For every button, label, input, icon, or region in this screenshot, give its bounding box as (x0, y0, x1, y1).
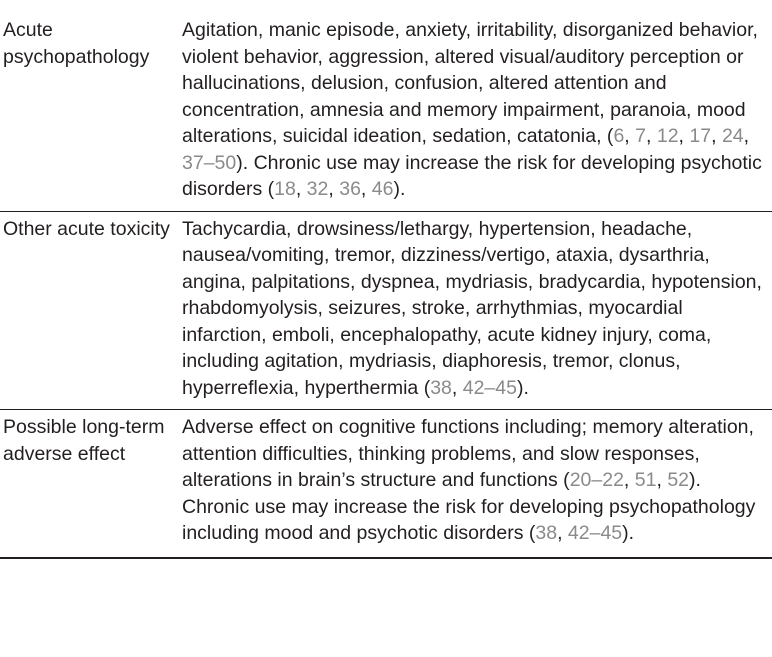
reference-citation[interactable]: 52 (667, 469, 690, 491)
reference-citation[interactable]: 38 (430, 376, 452, 399)
description-text: ). (622, 522, 635, 544)
description-text: Tachycardia, drowsiness/lethargy, hypertension, headache, nausea/vomiting, tremor, dizziness/vertigo, ataxia, dysarthria, angina, palpitations, dyspnea, mydriasis, bradycardia, hypotension, rhabdomyolysis, seizures, stroke, arrhythmias, myocardial infarction, emboli, encephalopathy, acute kidney injury, coma, including agitation, mydriasis, diaphoresis, tremor, clonus, hyperreflexia, hyperthermia ( (182, 217, 762, 399)
description-text: ). Chronic use may increase the risk for developing psychotic disorders ( (182, 151, 762, 200)
reference-citation[interactable]: 20–22 (569, 469, 624, 491)
reference-citation[interactable]: 32 (306, 178, 329, 200)
reference-citation[interactable]: 18 (274, 178, 296, 200)
description-text: , (451, 376, 463, 399)
row-label: Other acute toxicity (0, 211, 182, 410)
reference-citation[interactable]: 24 (721, 125, 744, 147)
row-description (182, 410, 772, 555)
reference-citation[interactable]: 12 (656, 125, 679, 147)
description-text: ). Chronic use may increase the risk for developing psychopathology including mood and psychotic disorders ( (182, 469, 756, 544)
reference-citation[interactable]: 7 (635, 125, 646, 147)
description-text: , (656, 469, 668, 491)
description-text: Agitation, manic episode, anxiety, irritability, disorganized behavior, violent behavior, aggression, altered visual/auditory perception or hallucinations, delusion, confusion, altered attention and concentration, amnesia and memory impairment, paranoia, mood alterations, suicidal ideation, sedation, catatonia, ( (182, 19, 758, 147)
description-text: , (360, 178, 372, 200)
table-bottom-rule (0, 557, 772, 559)
description-text: , (624, 125, 636, 147)
description-text: ). (516, 376, 529, 399)
reference-citation[interactable]: 46 (371, 178, 394, 200)
description-text: , (328, 178, 340, 200)
description-text: , (711, 125, 722, 147)
description-text: ). (393, 178, 406, 200)
reference-citation[interactable]: 6 (613, 125, 625, 147)
row-label: Possible long-term adverse effect (3, 416, 165, 465)
row-description (182, 0, 772, 211)
table-row (0, 0, 772, 211)
description-text: , (295, 178, 307, 200)
description-text: , (557, 522, 568, 544)
description-text: , (743, 125, 750, 147)
reference-citation[interactable]: 42–45 (567, 522, 623, 544)
description-text: Adverse effect on cognitive functions including; memory alteration, attention difficulties, thinking problems, and slow responses, alterations in brain’s structure and functions ( (182, 416, 754, 491)
table-row (0, 410, 772, 555)
reference-citation[interactable]: 37–50 (182, 151, 237, 174)
reference-citation[interactable]: 36 (339, 178, 361, 200)
reference-citation[interactable]: 38 (535, 522, 558, 544)
table-row (0, 211, 772, 410)
description-text: , (678, 125, 690, 147)
description-text: , (646, 125, 657, 147)
reference-citation[interactable]: 51 (634, 469, 657, 491)
description-text: , (623, 469, 635, 491)
reference-citation[interactable]: 42–45 (462, 376, 517, 399)
row-description (182, 211, 772, 410)
row-label: Acute psychopathology (0, 0, 182, 211)
reference-citation[interactable]: 17 (689, 125, 712, 147)
